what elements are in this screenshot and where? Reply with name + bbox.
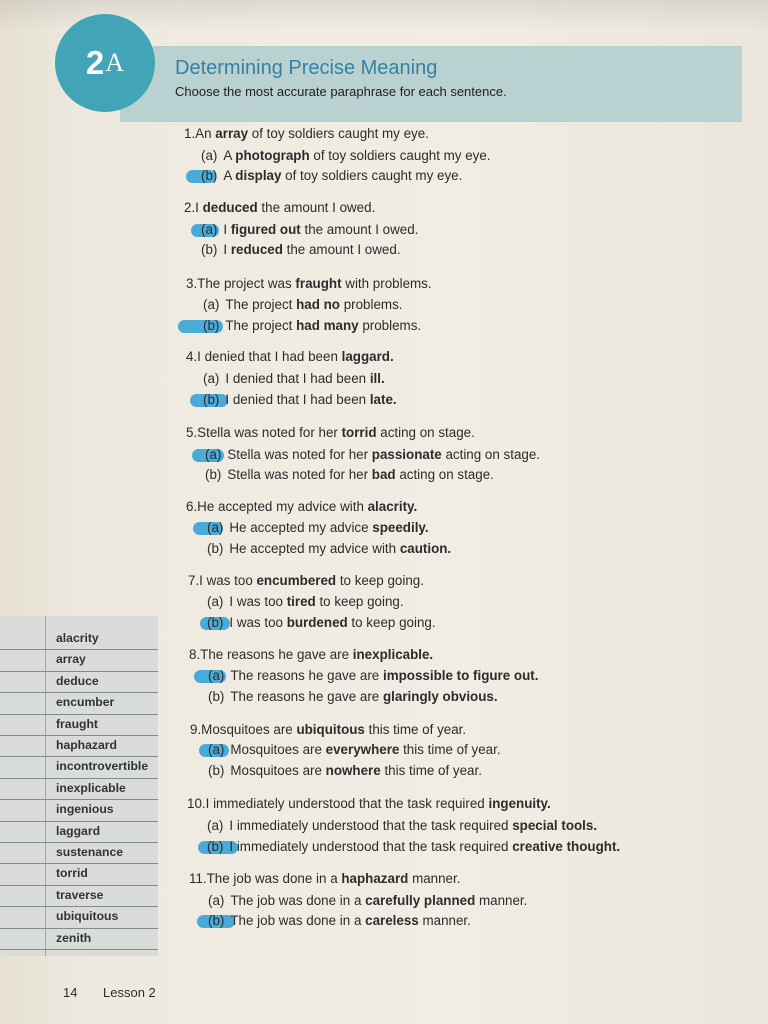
word-list-term: alacrity (56, 631, 99, 645)
question-sentence (189, 647, 433, 662)
text-segment: problems. (358, 318, 422, 333)
question-sentence (186, 499, 417, 514)
text-segment: (b) (203, 318, 220, 333)
text-segment: I (223, 222, 231, 237)
section-badge (55, 14, 155, 112)
text-segment: of toy soldiers caught my eye. (309, 148, 491, 163)
text-segment: I was too (199, 573, 257, 588)
text-segment: An (195, 126, 216, 141)
text-segment: to keep going. (315, 594, 404, 609)
text-segment: I denied that I had been (197, 349, 342, 364)
text-segment: (b) (208, 763, 225, 778)
question-sentence (184, 126, 429, 141)
key-word: deduced (202, 200, 258, 215)
text-segment: of toy soldiers caught my eye. (248, 126, 429, 141)
option-b[interactable] (203, 318, 421, 333)
text-segment: this time of year. (380, 763, 482, 778)
word-list-term: incontrovertible (56, 759, 149, 774)
word-list-term: zenith (56, 930, 92, 945)
text-segment: Mosquitoes are (230, 742, 326, 757)
word-list-term: ingenious (56, 802, 114, 817)
question-sentence (189, 871, 460, 886)
text-segment: this time of year. (399, 742, 501, 757)
key-word: torrid (341, 425, 377, 440)
text-segment: manner. (475, 893, 528, 908)
text-segment: the amount I owed. (257, 200, 376, 215)
word-list-item (0, 885, 158, 907)
option-a[interactable] (201, 222, 418, 237)
text-segment: this time of year. (364, 722, 467, 737)
text-segment: acting on stage. (376, 425, 475, 440)
key-word: glaringly obvious. (382, 689, 498, 704)
option-a[interactable] (207, 594, 404, 609)
text-segment: The reasons he gave are (230, 668, 383, 683)
text-segment: I (195, 200, 203, 215)
option-a[interactable] (208, 893, 527, 908)
word-list-term: inexplicable (56, 780, 126, 795)
question-sentence (188, 573, 424, 588)
text-segment: I immediately understood that the task required (229, 839, 513, 854)
text-segment: The project (225, 318, 297, 333)
text-segment: manner. (408, 871, 461, 886)
key-word: tired (286, 594, 316, 609)
option-a[interactable] (201, 148, 491, 163)
text-segment: (b) (203, 392, 220, 407)
word-list-item (0, 756, 158, 778)
key-word: ubiquitous (296, 722, 365, 737)
page-title: Determining Precise Meaning (175, 57, 438, 79)
key-word: bad (371, 467, 396, 482)
text-segment: 3. (186, 276, 198, 291)
key-word: nowhere (325, 763, 381, 778)
text-segment: 9. (190, 722, 202, 737)
text-segment: I immediately understood that the task required (205, 796, 489, 811)
question-sentence (186, 276, 432, 291)
option-a[interactable] (203, 297, 403, 312)
word-list-term: encumber (56, 695, 115, 710)
text-segment: (b) (208, 913, 225, 928)
text-segment: of toy soldiers caught my eye. (281, 168, 463, 183)
text-segment: (a) (201, 148, 218, 163)
text-segment: The project was (197, 276, 296, 291)
key-word: careless (365, 913, 419, 928)
text-segment: The job was done in a (206, 871, 342, 886)
text-segment: He accepted my advice with (197, 499, 368, 514)
text-segment: the amount I owed. (282, 242, 401, 257)
key-word: photograph (235, 148, 310, 163)
word-list-term: sustenance (56, 845, 124, 859)
key-word: everywhere (325, 742, 400, 757)
option-b[interactable] (208, 913, 471, 928)
option-a[interactable] (203, 371, 385, 386)
text-segment: I (223, 242, 231, 257)
text-segment: I denied that I had been (225, 371, 370, 386)
text-segment: The job was done in a (230, 913, 366, 928)
text-segment: (a) (207, 818, 224, 833)
text-segment: (b) (208, 689, 225, 704)
text-segment: A (223, 148, 236, 163)
text-segment: (b) (207, 541, 224, 556)
text-segment: acting on stage. (441, 447, 541, 462)
word-list-item (0, 671, 158, 693)
text-segment: 11. (189, 871, 207, 886)
option-b[interactable] (208, 689, 498, 704)
text-segment: (b) (207, 615, 224, 630)
word-list-item (0, 714, 158, 736)
text-segment: (b) (205, 467, 222, 482)
option-b[interactable] (207, 839, 620, 854)
text-segment: Stella was noted for her (197, 425, 342, 440)
key-word: reduced (230, 242, 283, 257)
word-list-term: array (56, 652, 86, 667)
text-segment: 4. (186, 349, 198, 364)
text-segment: (a) (203, 371, 220, 386)
question-sentence (190, 722, 466, 737)
key-word: display (235, 168, 282, 183)
text-segment: (a) (207, 520, 224, 535)
key-word: array (215, 126, 249, 141)
text-segment: the amount I owed. (300, 222, 419, 237)
word-list-term: torrid (56, 866, 88, 881)
text-segment: (a) (208, 893, 225, 908)
text-segment: manner. (418, 913, 471, 928)
text-segment: The reasons he gave are (200, 647, 353, 662)
option-b[interactable] (201, 168, 462, 183)
text-segment: acting on stage. (395, 467, 494, 482)
badge-letter: A (105, 48, 125, 77)
question-sentence (187, 796, 551, 811)
text-segment: 2. (184, 200, 196, 215)
word-list-item (0, 799, 158, 821)
word-list-term: haphazard (56, 738, 117, 752)
text-segment: Stella was noted for her (227, 447, 372, 462)
text-segment: I was too (229, 615, 287, 630)
page-number: 14 (63, 985, 78, 1000)
key-word: creative thought. (512, 839, 621, 854)
word-list-item (0, 692, 158, 714)
text-segment: The project (225, 297, 297, 312)
word-list-term: traverse (56, 887, 104, 902)
key-word: ingenuity. (488, 796, 551, 811)
option-a[interactable] (207, 818, 597, 833)
option-a[interactable] (207, 520, 429, 535)
key-word: haphazard (341, 871, 409, 886)
key-word: had many (296, 318, 359, 333)
text-segment: 8. (189, 647, 201, 662)
text-segment: I was too (229, 594, 287, 609)
word-list-box (0, 616, 158, 956)
text-segment: He accepted my advice (229, 520, 373, 535)
word-list-term: laggard (56, 823, 101, 838)
text-segment: (a) (201, 222, 218, 237)
question-sentence (186, 349, 394, 364)
word-list-item (0, 906, 158, 928)
option-a[interactable] (208, 742, 501, 757)
key-word: alacrity. (367, 499, 418, 514)
option-a[interactable] (205, 447, 540, 462)
text-segment: 6. (186, 499, 198, 514)
text-segment: Stella was noted for her (227, 467, 372, 482)
option-b[interactable] (207, 541, 451, 556)
badge-number: 2 (85, 44, 104, 81)
word-list-term: ubiquitous (56, 909, 119, 924)
key-word: laggard. (341, 349, 394, 364)
question-sentence (186, 425, 475, 440)
text-segment: 1. (184, 126, 196, 141)
text-segment: (b) (207, 839, 224, 854)
text-segment: He accepted my advice with (229, 541, 400, 556)
lesson-label: Lesson 2 (103, 985, 156, 1000)
text-segment: Mosquitoes are (201, 722, 297, 737)
key-word: encumbered (256, 573, 337, 588)
key-word: figured out (230, 222, 301, 237)
text-segment: (a) (203, 297, 220, 312)
key-word: ill. (369, 371, 385, 386)
text-segment: Mosquitoes are (230, 763, 326, 778)
word-list-term: fraught (56, 716, 98, 731)
text-segment: 7. (188, 573, 200, 588)
text-segment: with problems. (341, 276, 432, 291)
key-word: late. (369, 392, 397, 407)
word-list-term: deduce (56, 673, 99, 688)
text-segment: (b) (201, 242, 218, 257)
key-word: caution. (399, 541, 452, 556)
key-word: impossible to figure out. (382, 668, 539, 683)
text-segment: A (223, 168, 236, 183)
text-segment: to keep going. (336, 573, 424, 588)
text-segment: I immediately understood that the task required (229, 818, 513, 833)
text-segment: to keep going. (347, 615, 436, 630)
option-a[interactable] (208, 668, 538, 683)
text-segment: (a) (205, 447, 222, 462)
text-segment: problems. (339, 297, 403, 312)
word-list-item (0, 649, 158, 671)
option-b[interactable] (203, 392, 397, 407)
word-list-item (0, 863, 158, 885)
word-list-item (0, 928, 158, 950)
text-segment: 5. (186, 425, 198, 440)
text-segment: The job was done in a (230, 893, 366, 908)
option-b[interactable] (208, 763, 482, 778)
word-list-item (0, 778, 158, 800)
text-segment: I denied that I had been (225, 392, 370, 407)
text-segment: (b) (201, 168, 218, 183)
key-word: speedily. (372, 520, 429, 535)
key-word: carefully planned (365, 893, 476, 908)
word-list-item (0, 821, 158, 843)
text-segment: (a) (208, 668, 225, 683)
key-word: fraught (295, 276, 342, 291)
key-word: special tools. (512, 818, 598, 833)
text-segment: The reasons he gave are (230, 689, 383, 704)
word-list-item (0, 735, 158, 757)
option-b[interactable] (201, 242, 401, 257)
word-list-item (0, 842, 158, 864)
key-word: had no (296, 297, 340, 312)
option-b[interactable] (205, 467, 494, 482)
page-subtitle: Choose the most accurate paraphrase for each sentence. (175, 84, 507, 99)
key-word: passionate (371, 447, 442, 462)
text-segment: (a) (207, 594, 224, 609)
word-list-item (0, 628, 158, 650)
option-b[interactable] (207, 615, 436, 630)
key-word: burdened (286, 615, 348, 630)
question-sentence (184, 200, 375, 215)
key-word: inexplicable. (352, 647, 434, 662)
text-segment: 10. (187, 796, 206, 811)
text-segment: (a) (208, 742, 225, 757)
